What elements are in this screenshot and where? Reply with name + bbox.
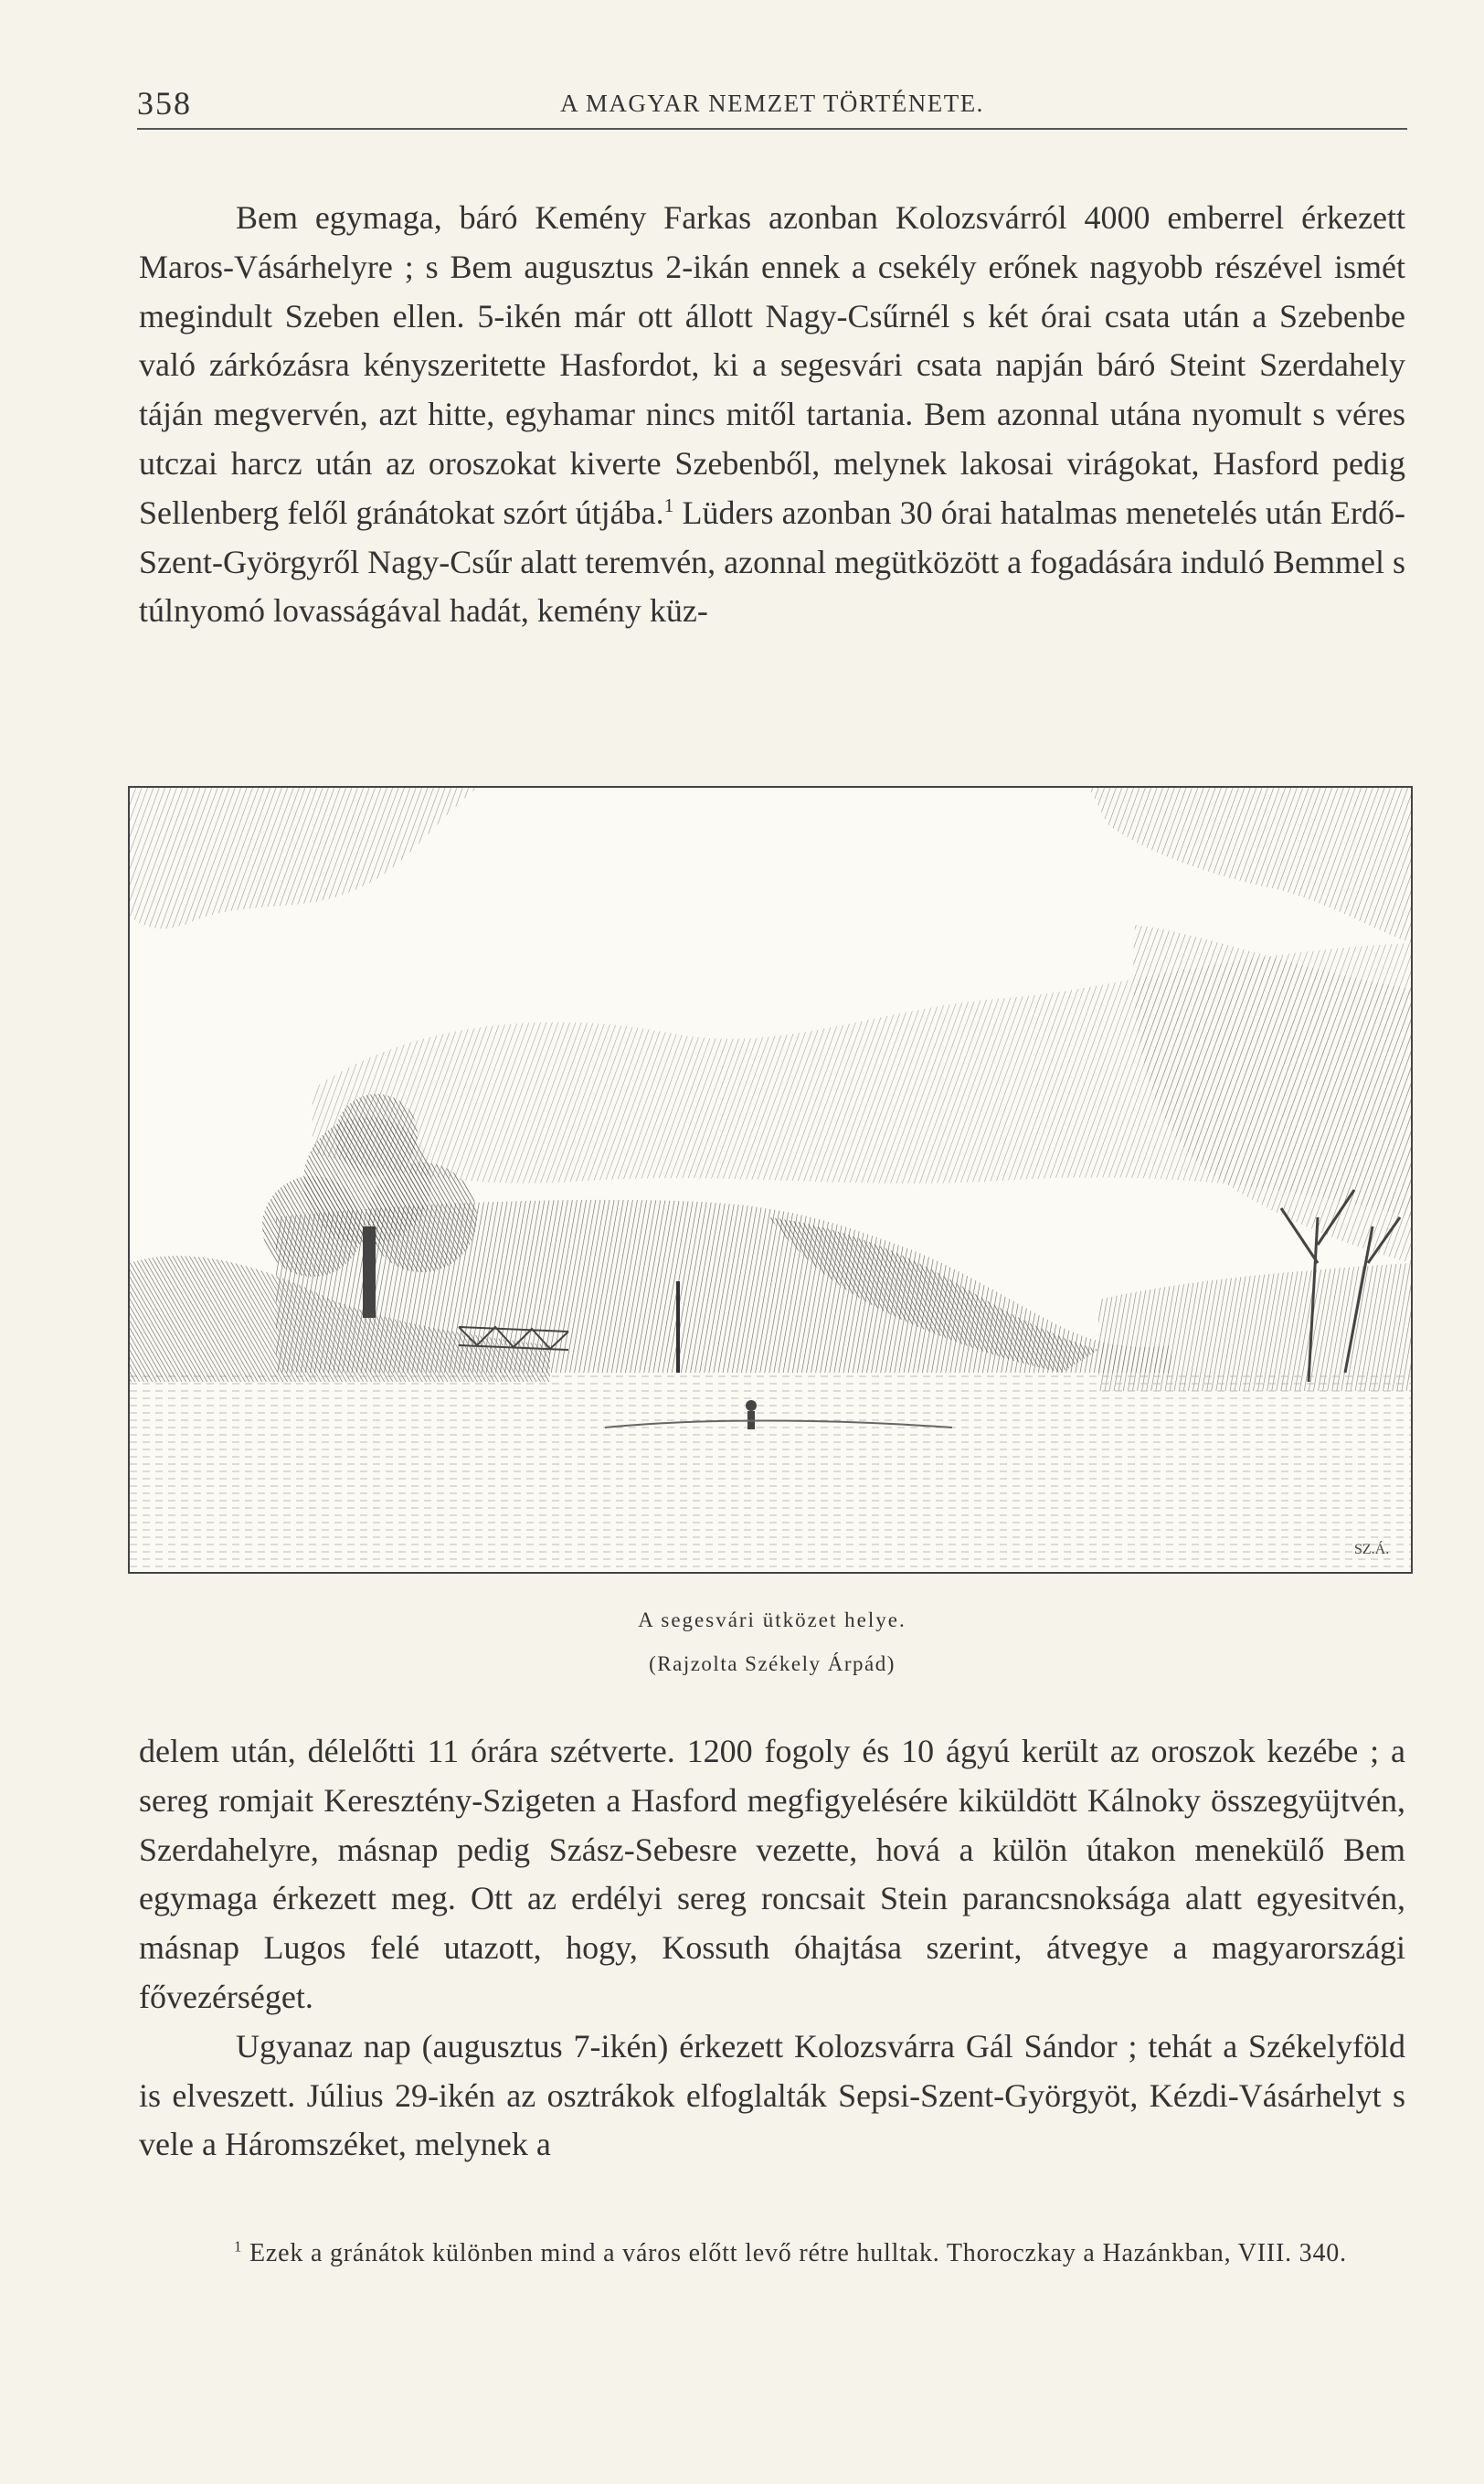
artist-signature: SZ.Á.: [1354, 1542, 1390, 1557]
figure-caption-title: A segesvári ütközet helye.: [638, 1608, 906, 1631]
footnote-marker: 1: [234, 2237, 243, 2256]
page-number: 358: [137, 85, 192, 122]
paragraph-next: Ugyanaz nap (augusztus 7-ikén) érkezett Kolozsvárra Gál Sándor ; tehát a Székelyföld is elveszett. Július 29-ikén az osztrákok elfoglalták Sepsi-Szent-Györgyöt, Kézdi-Vásárhelyt s vele a Háromszéket, melynek a: [139, 2027, 1405, 2163]
page-header: [137, 84, 1407, 130]
plain-ground: [130, 1373, 1411, 1572]
paragraph-continuation: delem után, délelőtti 11 órára szétverte. 1200 fogoly és 10 ágyú került az oroszok kezébe ; a sereg romjait Keresztény-Szigeten a Hasford megfigyelésére kiküldött Kálnoky összegyüjtvén, Szerdahelyre, másnap pedig Szász-Sebesre vezette, hová a külön útakon menekülő Bem egymaga érkezett meg. Ott az erdélyi sereg roncsait Stein parancsnoksága alatt egyesitvén, másnap Lugos felé utazott, hogy, Kossuth óhajtása szerint, átvegye a magyarországi fővezérséget.: [139, 1733, 1405, 2015]
paragraph-bottom: [139, 1727, 1405, 2170]
footnote-reference: 1: [663, 494, 674, 516]
paragraph-top-after-note: Lüders azonban 30 órai hatalmas menetelés után Erdő-Szent-Györgyről Nagy-Csűr alatt teremvén, azonnal megütközött a fogadására induló Bemmel s túlnyomó lovasságával hadát, kemény küz-: [139, 494, 1405, 630]
footnote: [139, 2232, 1405, 2275]
footnote-text: [139, 2232, 1405, 2275]
illustration-battlefield: [128, 786, 1413, 1574]
figure-caption-credit: (Rajzolta Székely Árpád): [649, 1652, 896, 1675]
running-title: A MAGYAR NEMZET TÖRTÉNETE.: [560, 90, 984, 117]
footnote-body: Ezek a gránátok különben mind a város előtt levő rétre hulltak. Thoroczkay a Hazánkban, VIII. 340.: [242, 2239, 1347, 2267]
paragraph-top-before-note: Bem egymaga, báró Kemény Farkas azonban Kolozsvárról 4000 emberrel érkezett Maros-Vásárhelyre ; s Bem augusztus 2-ikán ennek a csekély erőnek nagyobb részével ismét megindult Szeben ellen. 5-ikén már ott állott Nagy-Csűrnél s két órai csata után a Szebenbe való zárkózásra kényszeritette Hasfordot, ki a segesvári csata napján báró Steint Szerdahely táján megvervén, azt hitte, egyhamar nincs mitől tartania. Bem azonnal utána nyomult s véres utczai harcz után az oroszokat kiverte Szebenből, melynek lakosai virágokat, Hasford pedig Sellenberg felől gránátokat szórt útjába.: [139, 199, 1405, 531]
paragraph-top-text: [139, 194, 1405, 636]
paragraph-top: [139, 194, 1405, 636]
